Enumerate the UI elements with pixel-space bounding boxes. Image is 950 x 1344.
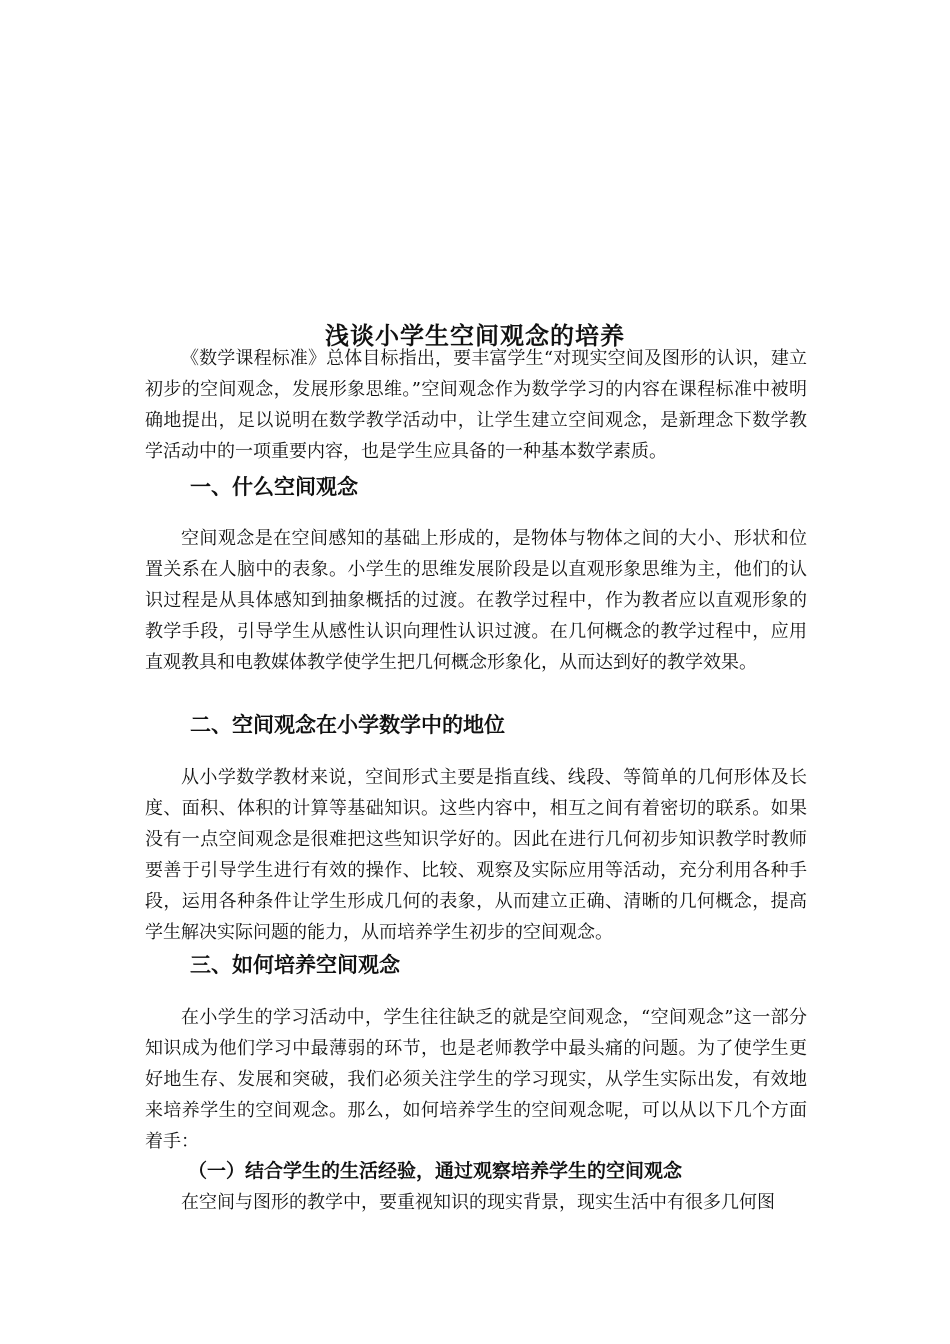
section-heading-3: 三、如何培养空间观念 [190, 953, 400, 977]
section-paragraph-1: 空间观念是在空间感知的基础上形成的，是物体与物体之间的大小、形状和位置关系在人脑中的表象。小学生的思维发展阶段是以直观形象思维为主，他们的认识过程是从具体感知到抽象概括的过渡。在教学过程中，作为教者应以直观形象的教学手段，引导学生从感性认识向理性认识过渡。在几何概念的教学过程中，应用直观教具和电教媒体教学使学生把几何概念形象化，从而达到好的教学效果。 [145, 528, 807, 673]
document-title: 浅谈小学生空间观念的培养 [325, 322, 625, 351]
subsection-paragraph: 在空间与图形的教学中，要重视知识的现实背景，现实生活中有很多几何图 [181, 1192, 775, 1213]
section-paragraph-3: 在小学生的学习活动中，学生往往缺乏的就是空间观念，“空间观念”这一部分知识成为他们学习中最薄弱的环节，也是老师教学中最头痛的问题。为了使学生更好地生存、发展和突破，我们必须关注学生的学习现实，从学生实际出发，有效地来培养学生的空间观念。那么，如何培养学生的空间观念呢，可以从以下几个方面着手： [145, 1007, 807, 1152]
section-heading-2: 二、空间观念在小学数学中的地位 [190, 713, 505, 737]
intro-paragraph: 《数学课程标准》总体目标指出，要丰富学生“对现实空间及图形的认识，建立初步的空间观念，发展形象思维。”空间观念作为数学学习的内容在课程标准中被明确地提出，足以说明在数学教学活动中，让学生建立空间观念，是新理念下数学教学活动中的一项重要内容，也是学生应具备的一种基本数学素质。 [145, 348, 807, 462]
subsection-heading: （一）结合学生的生活经验，通过观察培养学生的空间观念 [188, 1160, 683, 1182]
section-paragraph-2: 从小学数学教材来说，空间形式主要是指直线、线段、等简单的几何形体及长度、面积、体积的计算等基础知识。这些内容中，相互之间有着密切的联系。如果没有一点空间观念是很难把这些知识学好的。因此在进行几何初步知识教学时教师要善于引导学生进行有效的操作、比较、观察及实际应用等活动，充分利用各种手段，运用各种条件让学生形成几何的表象，从而建立正确、清晰的几何概念，提高学生解决实际问题的能力，从而培养学生初步的空间观念。 [145, 767, 807, 943]
section-heading-1: 一、什么空间观念 [190, 475, 358, 499]
